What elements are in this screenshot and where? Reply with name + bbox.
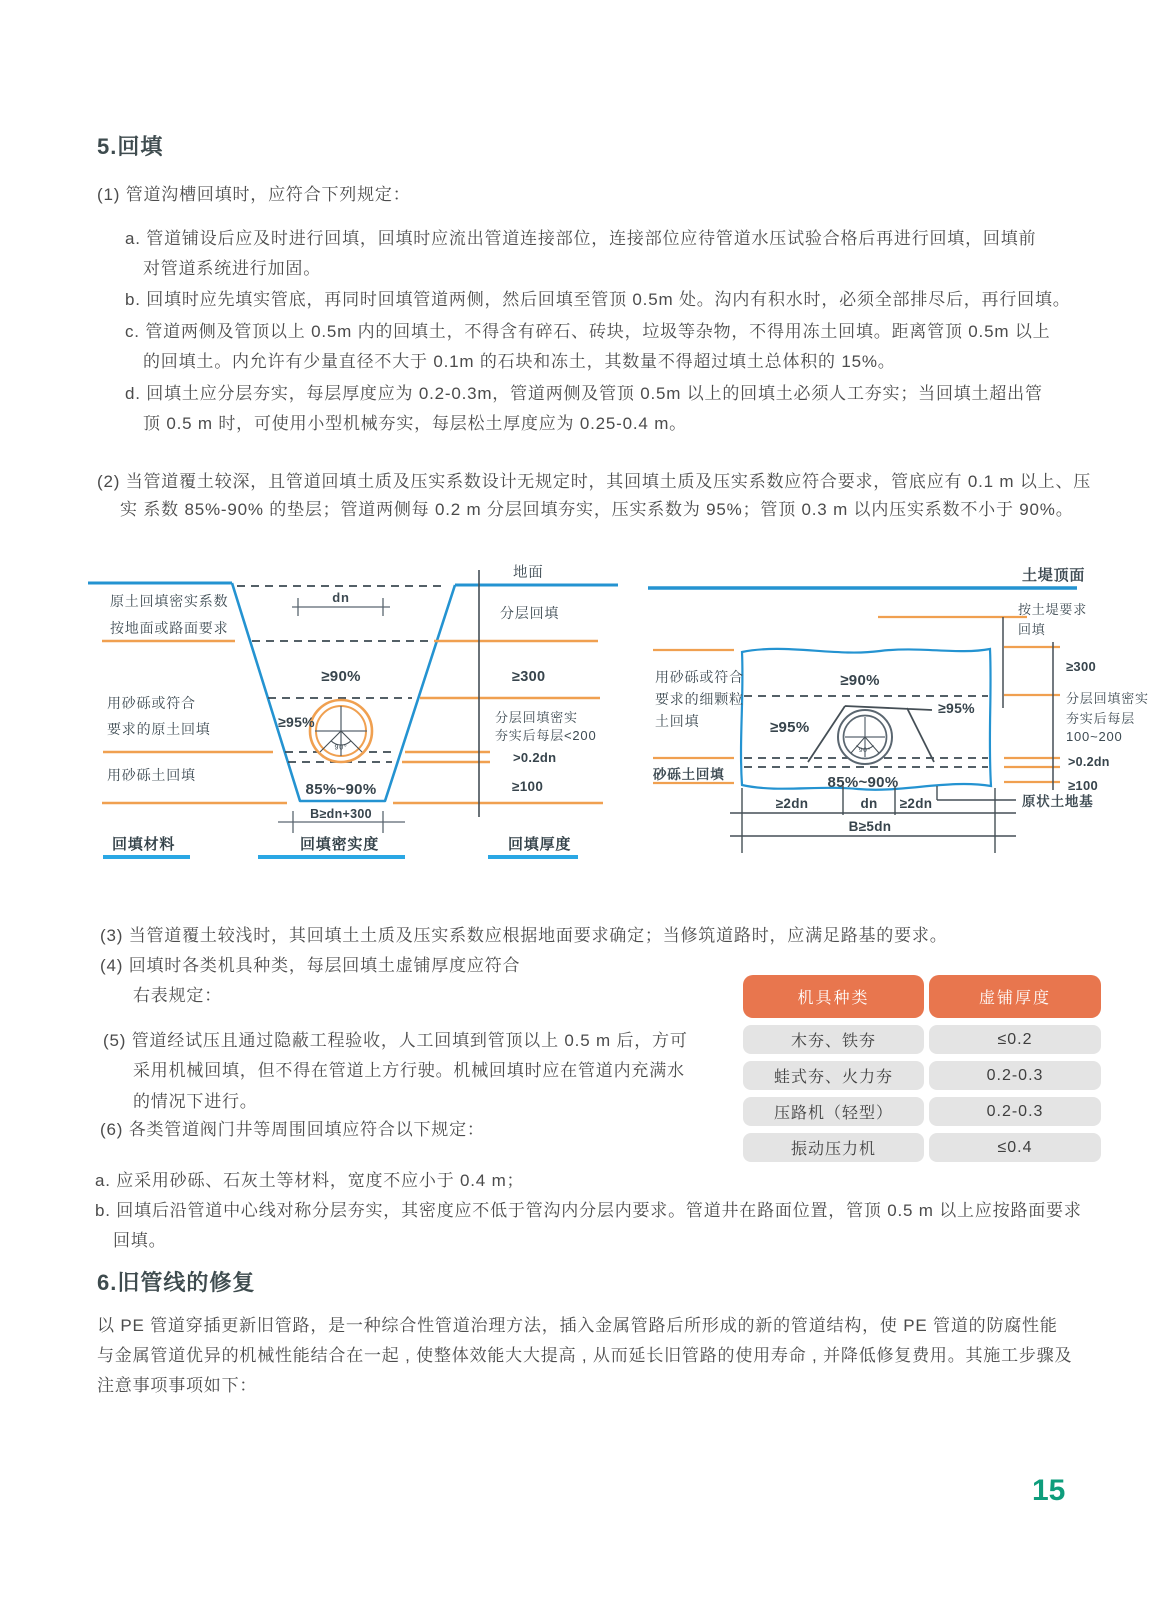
compact-note-2: 夯实后每层	[1066, 711, 1136, 726]
undisturbed-soil-label: 原状土地基	[1022, 794, 1094, 809]
text-line: 采用机械回填，但不得在管道上方行驶。机械回填时应在管道内充满水	[133, 1061, 685, 1080]
dim-2dn-right: ≥2dn	[899, 796, 933, 811]
text-line: c. 管道两侧及管顶以上 0.5m 内的回填土，不得含有碎石、砖块，垃圾等杂物，不得用冻土回填。距离管顶 0.5m 以上	[125, 322, 1051, 341]
section5-heading: 5.回填	[97, 134, 164, 159]
text-line: 的回填土。内允许有少量直径不大于 0.1m 的石块和冻土，其数量不得超过填土总体积的 15%。	[143, 352, 896, 371]
table-cell: ≤0.2	[929, 1025, 1101, 1054]
text-line: a. 应采用砂砾、石灰土等材料，宽度不应小于 0.4 m；	[95, 1171, 525, 1190]
ge100-label: ≥100	[1068, 778, 1099, 793]
text-line: 回填。	[113, 1231, 167, 1250]
text-line: (2) 当管道覆土较深，且管道回填土质及压实系数设计无规定时，其回填土质及压实系数应符合要求，管底应有 0.1 m 以上、压	[97, 472, 1092, 491]
density-95-left-label: ≥95%	[770, 719, 810, 736]
table-cell: 蛙式夯、火力夯	[743, 1061, 924, 1090]
density-8590-label: 85%~90%	[305, 781, 377, 798]
label-gravel-soil-fill: 用砂砾土回填	[107, 767, 196, 783]
density-90-label: ≥90%	[321, 668, 361, 685]
density-90-label: ≥90%	[840, 672, 880, 689]
caption-density: 回填密实度	[300, 836, 380, 853]
label-soil-factor-2: 按地面或路面要求	[110, 620, 229, 636]
label-soil-factor-1: 原土回填密实系数	[110, 593, 229, 609]
pipe-angle-label: 90°	[858, 747, 872, 754]
equipment-table-header	[743, 975, 1101, 1018]
dim-2dn-left: ≥2dn	[775, 796, 809, 811]
ge300-label: ≥300	[1066, 659, 1097, 674]
table-row	[743, 1025, 1101, 1054]
table-cell: ≤0.4	[929, 1133, 1101, 1162]
text-line: (3) 当管道覆土较浅时，其回填土土质及压实系数应根据地面要求确定；当修筑道路时，应满足路基的要求。	[100, 926, 948, 945]
pipe-angle-label: 90°	[334, 744, 348, 752]
label-fine-fill-3: 土回填	[655, 713, 700, 729]
table-cell: 振动压力机	[743, 1133, 924, 1162]
table-row	[743, 1133, 1101, 1162]
pipe-circle	[310, 700, 372, 762]
ge300-label: ≥300	[512, 669, 546, 685]
compact-note-1: 分层回填密实	[1066, 691, 1149, 706]
text-line: 右表规定：	[133, 986, 222, 1005]
text-line: 的情况下进行。	[133, 1092, 258, 1111]
table-cell: 0.2-0.3	[929, 1061, 1101, 1090]
density-95-right-label: ≥95%	[938, 700, 975, 716]
trench-outline	[232, 583, 455, 801]
embankment-req-label-2: 回填	[1018, 622, 1046, 637]
compact-note-3: 100~200	[1066, 729, 1123, 744]
section6-heading: 6.旧管线的修复	[97, 1270, 256, 1295]
trench-backfill-diagram	[85, 550, 620, 865]
label-fine-fill-2: 要求的细颗粒	[655, 691, 744, 707]
caption-thickness: 回填厚度	[508, 836, 572, 853]
caption-material: 回填材料	[112, 836, 176, 853]
compact-note-1: 分层回填密实	[495, 710, 578, 725]
table-row	[743, 1097, 1101, 1126]
text-line: (4) 回填时各类机具种类，每层回填土虚铺厚度应符合	[100, 956, 521, 975]
text-line: (1) 管道沟槽回填时，应符合下列规定：	[97, 185, 411, 204]
layered-fill-label: 分层回填	[500, 605, 560, 621]
text-line: (6) 各类管道阀门井等周围回填应符合以下规定：	[100, 1120, 485, 1139]
ground-label: 地面	[513, 565, 544, 581]
text-line: 以 PE 管道穿插更新旧管路，是一种综合性管道治理方法，插入金属管路后所形成的新的管道结构，使 PE 管道的防腐性能	[97, 1316, 1058, 1335]
label-gravel-fill-1: 用砂砾或符合	[107, 695, 196, 711]
dim-b5dn: B≥5dn	[848, 819, 892, 834]
dim-dn: dn	[860, 796, 878, 811]
equipment-table-rows	[743, 1025, 1101, 1162]
gt02dn-label: >0.2dn	[513, 750, 557, 765]
table-row	[743, 1061, 1101, 1090]
text-line: 与金属管道优异的机械性能结合在一起 , 使整体效能大大提高 , 从而延长旧管路的使用寿命 , 并降低修复费用。其施工步骤及	[97, 1346, 1073, 1365]
text-line: 顶 0.5 m 时，可使用小型机械夯实，每层松土厚度应为 0.25-0.4 m。	[143, 414, 687, 433]
text-line: b. 回填后沿管道中心线对称分层夯实，其密度应不低于管沟内分层内要求。管道井在路面位置，管顶 0.5 m 以上应按路面要求	[95, 1201, 1082, 1220]
dn-label: dn	[332, 590, 350, 605]
ge100-label: ≥100	[512, 779, 544, 794]
text-line: (5) 管道经试压且通过隐蔽工程验收，人工回填到管顶以上 0.5 m 后，方可	[103, 1031, 688, 1050]
compact-note-2: 夯实后每层<200	[495, 728, 597, 743]
label-gravel-fill-2: 要求的原土回填	[107, 721, 211, 737]
b-dim-label: B≥dn+300	[310, 807, 372, 821]
leader-lines	[1003, 617, 1053, 790]
table-cell: 压路机（轻型）	[743, 1097, 924, 1126]
label-fine-fill-1: 用砂砾或符合	[655, 669, 744, 685]
page-number: 15	[1032, 1474, 1066, 1507]
gt02dn-label: >0.2dn	[1068, 755, 1110, 769]
pipe-circle	[838, 710, 892, 764]
label-gravel-soil-fill: 砂砾土回填	[653, 767, 725, 782]
text-line: 对管道系统进行加固。	[143, 259, 321, 278]
embankment-req-label-1: 按土堤要求	[1018, 602, 1088, 617]
table-header-cell: 虚铺厚度	[929, 975, 1101, 1018]
equipment-table	[743, 975, 1101, 1162]
text-line: d. 回填土应分层夯实，每层厚度应为 0.2-0.3m，管道两侧及管顶 0.5m 以上的回填土必须人工夯实；当回填土超出管	[125, 384, 1043, 403]
table-cell: 0.2-0.3	[929, 1097, 1101, 1126]
text-line: 实 系数 85%-90% 的垫层；管道两侧每 0.2 m 分层回填夯实，压实系数为 95%；管顶 0.3 m 以内压实系数不小于 90%。	[120, 500, 1074, 519]
text-line: 注意事项事项如下：	[97, 1376, 258, 1395]
density-95-label: ≥95%	[278, 714, 315, 730]
table-header-cell: 机具种类	[743, 975, 924, 1018]
ground-line	[88, 583, 618, 585]
table-cell: 木夯、铁夯	[743, 1025, 924, 1054]
embankment-backfill-diagram	[630, 550, 1171, 865]
embankment-top-label: 土堤顶面	[1022, 567, 1086, 584]
text-line: a. 管道铺设后应及时进行回填，回填时应流出管道连接部位，连接部位应待管道水压试验合格后再进行回填，回填前	[125, 229, 1037, 248]
density-8590-label: 85%~90%	[827, 774, 899, 791]
text-line: b. 回填时应先填实管底，再同时回填管道两侧，然后回填至管顶 0.5m 处。沟内有积水时，必须全部排尽后，再行回填。	[125, 290, 1071, 309]
